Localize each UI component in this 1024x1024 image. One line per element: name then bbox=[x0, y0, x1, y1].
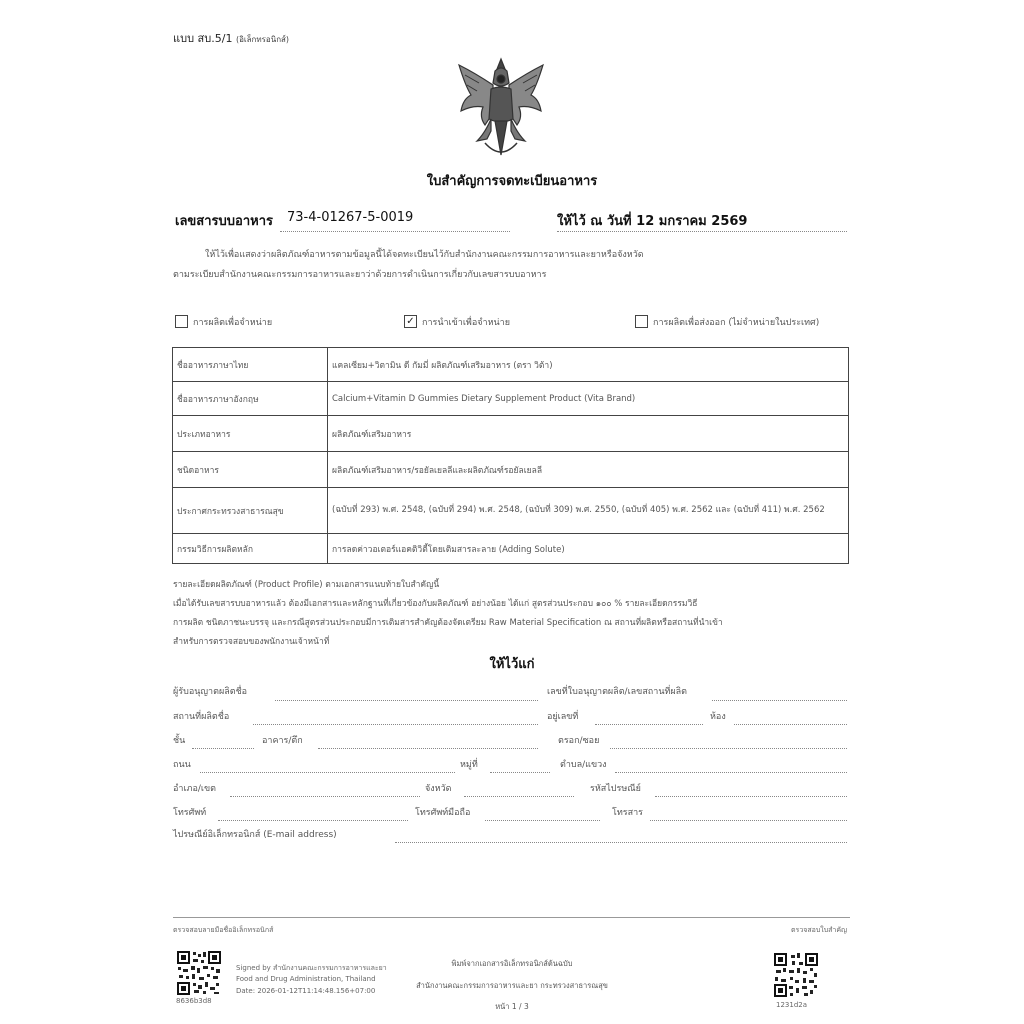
notes-line-2: เมื่อได้รับเลขสารบบอาหารแล้ว ต้องมีเอกสารและหลักฐานที่เกี่ยวข้องกับผลิตภัณฑ์ อย่างน้อย ได้แก่ สูตรส่วนประกอบ ๑๐๐ % รายละเอียดกรรมวิธี bbox=[173, 599, 698, 609]
product-info-table bbox=[172, 347, 849, 564]
subdistrict-field bbox=[615, 772, 847, 773]
table-row bbox=[173, 348, 849, 382]
checkbox-box bbox=[635, 315, 648, 328]
province-field bbox=[464, 796, 574, 797]
room-field bbox=[734, 724, 847, 725]
address-number-label: อยู่เลขที่ bbox=[547, 712, 579, 722]
row-label-moph-notification: ประกาศกระทรวงสาธารณสุข bbox=[173, 488, 328, 534]
signature-line-2: Food and Drug Administration, Thailand bbox=[236, 975, 376, 983]
issuing-agency: สำนักงานคณะกรรมการอาหารและยา กระทรวงสาธารณสุข bbox=[416, 981, 608, 990]
floor-label: ชั้น bbox=[173, 736, 186, 746]
table-row bbox=[173, 488, 849, 534]
form-code bbox=[173, 29, 289, 47]
district-field bbox=[230, 796, 420, 797]
building-field bbox=[318, 748, 538, 749]
print-note: พิมพ์จากเอกสารอิเล็กทรอนิกส์ต้นฉบับ bbox=[451, 959, 573, 968]
certificate-qr-code-text: 1231d2a bbox=[776, 1001, 808, 1009]
row-label-food-category: ประเภทอาหาร bbox=[173, 416, 328, 452]
email-field bbox=[395, 842, 847, 843]
row-value-moph-notification: (ฉบับที่ 293) พ.ศ. 2548, (ฉบับที่ 294) พ.ศ. 2548, (ฉบับที่ 309) พ.ศ. 2550, (ฉบับที่ 405) พ.ศ. 2562 และ (ฉบับที่ 411) พ.ศ. 2562 bbox=[328, 488, 849, 534]
building-label: อาคาร/ตึก bbox=[262, 736, 303, 746]
mobile-label: โทรศัพท์มือถือ bbox=[415, 808, 471, 818]
signature-qr-code-text: 8636b3d8 bbox=[176, 997, 212, 1005]
intro-line-2: ตามระเบียบสำนักงานคณะกรรมการอาหารและยาว่าด้วยการดำเนินการเกี่ยวกับเลขสารบบอาหาร bbox=[173, 270, 547, 280]
registration-underline bbox=[280, 231, 510, 232]
fax-field bbox=[650, 820, 847, 821]
row-value-thai-name: แคลเซียม+วิตามิน ดี กัมมี่ ผลิตภัณฑ์เสริมอาหาร (ตรา วิต้า) bbox=[328, 348, 849, 382]
road-field bbox=[200, 772, 455, 773]
checkbox-export bbox=[635, 315, 819, 329]
postcode-label: รหัสไปรษณีย์ bbox=[590, 784, 641, 794]
table-row bbox=[173, 452, 849, 488]
table-row bbox=[173, 534, 849, 564]
province-label: จังหวัด bbox=[425, 784, 452, 794]
floor-field bbox=[192, 748, 254, 749]
document-title: ใบสำคัญการจดทะเบียนอาหาร bbox=[426, 174, 598, 189]
email-label: ไปรษณีย์อิเล็กทรอนิกส์ (E-mail address) bbox=[173, 830, 337, 840]
site-name-field bbox=[253, 724, 538, 725]
alley-field bbox=[610, 748, 847, 749]
page-number: หน้า 1 / 3 bbox=[495, 1002, 529, 1011]
notes-line-3: การผลิต ชนิดภาชนะบรรจุ และกรณีสูตรส่วนประกอบมีการเติมสารสำคัญต้องจัดเตรียม Raw Material Specification ณ สถานที่ผลิตหรือสถานที่นำเข้า bbox=[173, 618, 723, 628]
checkbox-label: การผลิตเพื่อส่งออก (ไม่จำหน่ายในประเทศ) bbox=[653, 318, 820, 328]
notes-line-1: รายละเอียดผลิตภัณฑ์ (Product Profile) ตามเอกสารแนบท้ายใบสำคัญนี้ bbox=[173, 580, 440, 590]
licensee-field bbox=[275, 700, 538, 701]
mobile-field bbox=[485, 820, 600, 821]
phone-label: โทรศัพท์ bbox=[173, 808, 207, 818]
footer-separator bbox=[173, 917, 850, 918]
checkbox-local-production bbox=[175, 315, 272, 329]
certificate-check-caption: ตรวจสอบใบสำคัญ bbox=[791, 926, 847, 934]
issue-date: ให้ไว้ ณ วันที่ 12 มกราคม 2569 bbox=[557, 214, 748, 229]
row-value-food-type: ผลิตภัณฑ์เสริมอาหาร/รอยัลเยลลีและผลิตภัณฑ์รอยัลเยลลี bbox=[328, 452, 849, 488]
road-label: ถนน bbox=[173, 760, 191, 770]
licensee-label: ผู้รับอนุญาตผลิตชื่อ bbox=[173, 687, 248, 697]
site-name-label: สถานที่ผลิตชื่อ bbox=[173, 712, 230, 722]
alley-label: ตรอก/ซอย bbox=[558, 736, 600, 746]
row-value-production-process: การลดค่าวอเตอร์แอคติวิตี้โดยเติมสารละลาย (Adding Solute) bbox=[328, 534, 849, 564]
room-label: ห้อง bbox=[710, 712, 726, 722]
notes-line-4: สำหรับการตรวจสอบของพนักงานเจ้าหน้าที่ bbox=[173, 637, 330, 647]
table-row bbox=[173, 416, 849, 452]
intro-line-1: ให้ไว้เพื่อแสดงว่าผลิตภัณฑ์อาหารตามข้อมูลนี้ได้จดทะเบียนไว้กับสำนักงานคณะกรรมการอาหารและยาหรือจังหวัด bbox=[205, 250, 644, 260]
row-label-food-type: ชนิดอาหาร bbox=[173, 452, 328, 488]
checkbox-label: การนำเข้าเพื่อจำหน่าย bbox=[422, 318, 510, 328]
date-underline bbox=[557, 231, 847, 232]
subdistrict-label: ตำบล/แขวง bbox=[560, 760, 607, 770]
row-value-english-name: Calcium+Vitamin D Gummies Dietary Supplement Product (Vita Brand) bbox=[328, 382, 849, 416]
checkbox-label: การผลิตเพื่อจำหน่าย bbox=[193, 318, 273, 328]
garuda-emblem-icon bbox=[455, 55, 547, 163]
address-number-field bbox=[595, 724, 703, 725]
signature-line-1: Signed by สำนักงานคณะกรรมการอาหารและยา bbox=[236, 964, 387, 972]
moo-label: หมู่ที่ bbox=[460, 760, 478, 770]
certificate-qr-code-icon[interactable] bbox=[773, 952, 819, 998]
signature-check-caption: ตรวจสอบลายมือชื่ออิเล็กทรอนิกส์ bbox=[173, 926, 274, 934]
postcode-field bbox=[655, 796, 847, 797]
fax-label: โทรสาร bbox=[612, 808, 643, 818]
registration-number: 73-4-01267-5-0019 bbox=[287, 210, 414, 225]
table-row bbox=[173, 382, 849, 416]
row-value-food-category: ผลิตภัณฑ์เสริมอาหาร bbox=[328, 416, 849, 452]
license-number-label: เลขที่ใบอนุญาตผลิต/เลขสถานที่ผลิต bbox=[547, 687, 688, 697]
checkbox-box-checked: ✓ bbox=[404, 315, 417, 328]
registration-label: เลขสารบบอาหาร bbox=[175, 214, 273, 229]
checkbox-import bbox=[404, 315, 510, 329]
given-to-title: ให้ไว้แก่ bbox=[489, 657, 535, 672]
district-label: อำเภอ/เขต bbox=[173, 784, 216, 794]
signature-line-3: Date: 2026-01-12T11:14:48.156+07:00 bbox=[236, 987, 376, 995]
row-label-thai-name: ชื่ออาหารภาษาไทย bbox=[173, 348, 328, 382]
row-label-english-name: ชื่ออาหารภาษาอังกฤษ bbox=[173, 382, 328, 416]
phone-field bbox=[218, 820, 408, 821]
form-code-sub: (อิเล็กทรอนิกส์) bbox=[235, 35, 290, 44]
row-label-production-process: กรรมวิธีการผลิตหลัก bbox=[173, 534, 328, 564]
moo-field bbox=[490, 772, 550, 773]
license-number-field bbox=[712, 700, 847, 701]
form-code-main: แบบ สบ.5/1 bbox=[173, 32, 233, 45]
checkbox-box bbox=[175, 315, 188, 328]
